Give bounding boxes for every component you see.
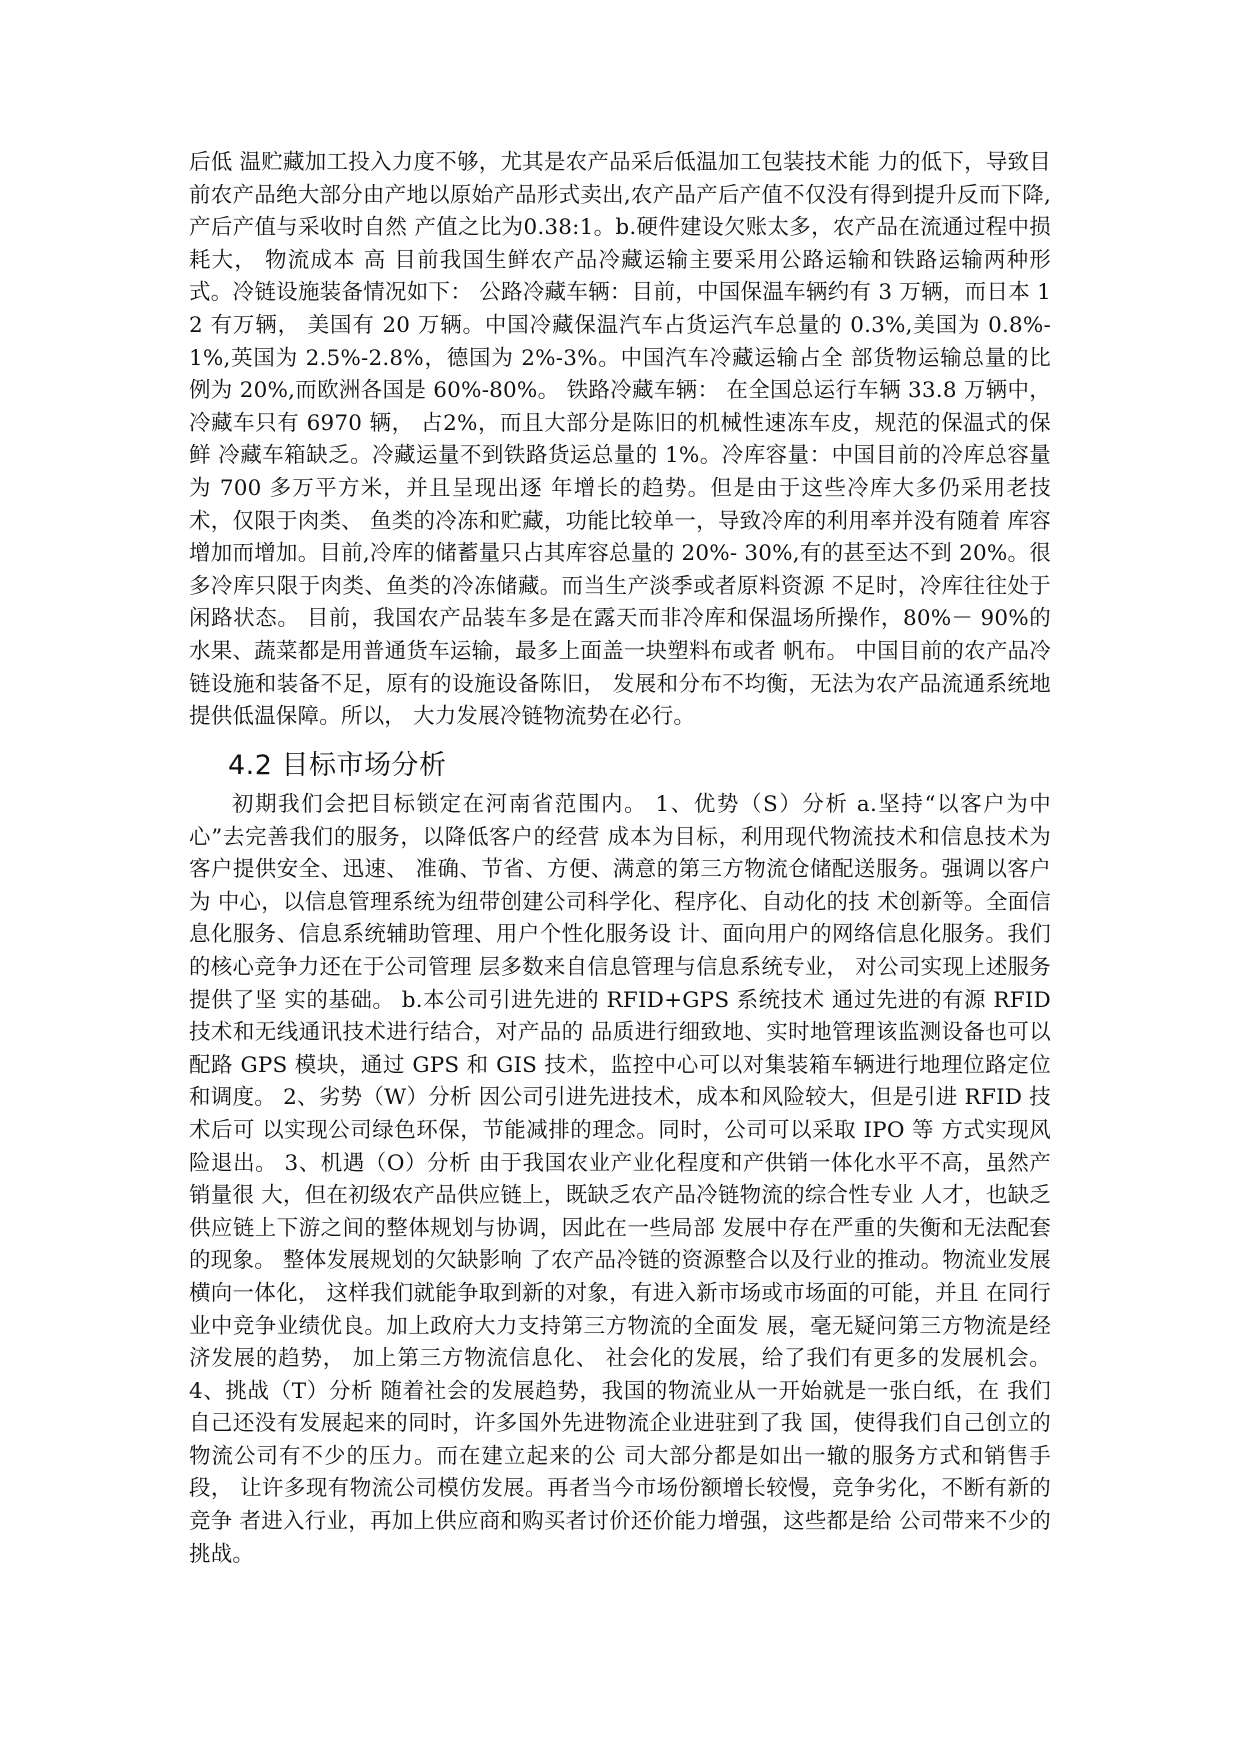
body-paragraph-cold-chain-facilities: 后低 温贮藏加工投入力度不够，尤其是农产品采后低温加工包装技术能 力的低下，导致目前农产品绝大部分由产地以原始产品形式卖出,农产品产后产值不仅没有得到提升反而下降,产后产值与采收时自然 产值之比为0.38:1。b.硬件建设欠账太多，农产品在流通过程中损耗大， 物流成本 高 目前我国生鲜农产品冷藏运输主要采用公路运输和铁路运输两种形 式。冷链设施装备情况如下： 公路冷藏车辆：目前，中国保温车辆约有 3 万辆，而日本 12 有万辆， 美国有 20 万辆。中国冷藏保温汽车占货运汽车总量的 0.3%,美国为 0.8%-1%,英国为 2.5%-2.8%，德国为 2%-3%。中国汽车冷藏运输占全 部货物运输总量的比例为 20%,而欧洲各国是 60%-80%。 铁路冷藏车辆： 在全国总运行车辆 33.8 万辆中， 冷藏车只有 6970 辆， 占2%，而且大部分是陈旧的机械性速冻车皮，规范的保温式的保鲜 冷藏车箱缺乏。冷藏运量不到铁路货运总量的 1%。冷库容量：中国目前的冷库总容量为 700 多万平方米，并且呈现出逐 年增长的趋势。但是由于这些冷库大多仍采用老技术，仅限于肉类、 鱼类的冷冻和贮藏，功能比较单一，导致冷库的利用率并没有随着 库容增加而增加。目前,冷库的储蓄量只占其库容总量的 20%- 30%,有的甚至达不到 20%。很多冷库只限于肉类、鱼类的冷冻储藏。而当生产淡季或者原料资源 不足时，冷库往往处于闲路状态。 目前，我国农产品装车多是在露天而非冷库和保温场所操作，80%－ 90%的水果、蔬菜都是用普通货车运输，最多上面盖一块塑料布或者 帆布。 中国目前的农产品冷链设施和装备不足，原有的设施设备陈旧， 发展和分布不均衡，无法为农产品流通系统地提供低温保障。所以， 大力发展冷链物流势在必行。: [189, 150, 1051, 730]
body-paragraph-swot-analysis: 初期我们会把目标锁定在河南省范围内。 1、优势（S）分析 a.坚持“以客户为中心”去完善我们的服务，以降低客户的经营 成本为目标，利用现代物流技术和信息技术为客户提供安全、迅速、 准确、节省、方便、满意的第三方物流仓储配送服务。强调以客户为 中心，以信息管理系统为纽带创建公司科学化、程序化、自动化的技 术创新等。全面信息化服务、信息系统辅助管理、用户个性化服务设 计、面向用户的网络信息化服务。我们的核心竞争力还在于公司管理 层多数来自信息管理与信息系统专业， 对公司实现上述服务提供了坚 实的基础。 b.本公司引进先进的 RFID+GPS 系统技术 通过先进的有源 RFID 技术和无线通讯技术进行结合，对产品的 品质进行细致地、实时地管理该监测设备也可以配路 GPS 模块，通过 GPS 和 GIS 技术，监控中心可以对集装箱车辆进行地理位路定位和调度。 2、劣势（W）分析 因公司引进先进技术，成本和风险较大，但是引进 RFID 技术后可 以实现公司绿色环保，节能减排的理念。同时，公司可以采取 IPO 等 方式实现风险退出。 3、机遇（O）分析 由于我国农业产业化程度和产供销一体化水平不高，虽然产销量很 大，但在初级农产品供应链上，既缺乏农产品冷链物流的综合性专业 人才，也缺乏供应链上下游之间的整体规划与协调，因此在一些局部 发展中存在严重的失衡和无法配套的现象。 整体发展规划的欠缺影响 了农产品冷链的资源整合以及行业的推动。物流业发展横向一体化， 这样我们就能争取到新的对象，有进入新市场或市场面的可能，并且 在同行业中竞争业绩优良。加上政府大力支持第三方物流的全面发 展，毫无疑问第三方物流是经济发展的趋势， 加上第三方物流信息化、 社会化的发展，给了我们有更多的发展机会。 4、挑战（T）分析 随着社会的发展趋势，我国的物流业从一开始就是一张白纸，在 我们自己还没有发展起来的同时，许多国外先进物流企业进驻到了我 国，使得我们自己创立的物流公司有不少的压力。而在建立起来的公 司大部分都是如出一辙的服务方式和销售手段， 让许多现有物流公司模仿发展。再者当今市场份额增长较慢，竞争劣化，不断有新的竞争 者进入行业，再加上供应商和购买者讨价还价能力增强，这些都是给 公司带来不少的挑战。: [189, 792, 1051, 1567]
section-heading-target-market: 4.2 目标市场分析: [228, 750, 447, 781]
